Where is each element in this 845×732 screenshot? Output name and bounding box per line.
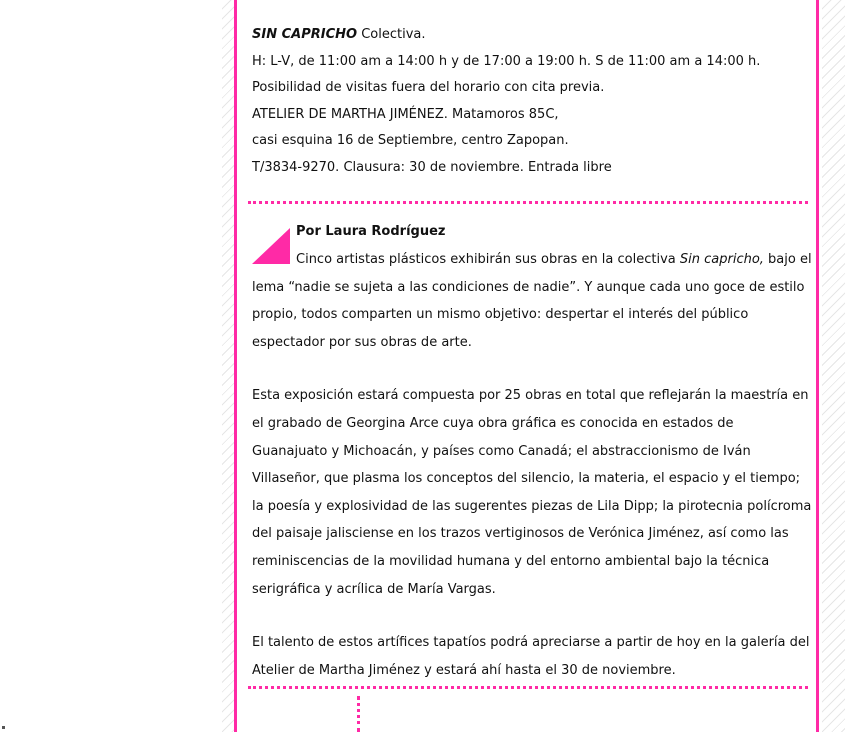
event-title-line [252,22,812,49]
event-title: SIN CAPRICHO [252,27,358,42]
article-body [252,246,812,710]
event-title-suffix: Colectiva. [357,27,426,42]
article-paragraph-2: Esta exposición estará compuesta por 25 obras en total que reflejarán la maestría en el grabado de Georgina Arce cuya obra gráfica es conocida en estados de Guanajuato y Michoacán, y países como Canadá; el abstraccionismo de Iván Villaseñor, que plasma los conceptos del silencio, la materia, el espacio y el tiempo; la poesía y explosividad de las sugerentes piezas de Lila Dipp; la pirotecnia polícroma del paisaje jalisciense en los trazos vertiginosos de Verónica Jiménez, así como las reminiscencias de la movilidad humana y del entorno ambiental bajo la técnica serigráfica y acrílica de María Vargas. [252,388,812,597]
left-hatch-pattern [222,0,234,732]
event-info-block [252,22,812,181]
event-contact: T/3834-9270. Clausura: 30 de noviembre. Entrada libre [252,159,612,175]
vertical-dotted-line [357,696,360,732]
work-title: Sin capricho, [679,252,764,267]
dotted-divider-top [248,201,808,204]
right-frame-border [816,0,819,732]
event-venue: ATELIER DE MARTHA JIMÉNEZ. Matamoros 85C, [252,106,559,122]
event-address: casi esquina 16 de Septiembre, centro Zapopan. [252,133,569,148]
left-frame-border [234,0,237,732]
article-author: Por Laura Rodríguez [296,224,446,239]
article-paragraph-3: El talento de estos artífices tapatíos podrá apreciarse a partir de hoy en la galería del Atelier de Martha Jiménez y estará ahí hasta el 30 de noviembre. [252,635,810,678]
dotted-divider-bottom [248,686,808,689]
event-visits: Posibilidad de visitas fuera del horario con cita previa. [252,80,605,95]
event-hours: H: L-V, de 11:00 am a 14:00 h y de 17:00 a 19:00 h. S de 11:00 am a 14:00 h. [252,53,761,69]
right-hatch-pattern [822,0,845,732]
article-paragraph-1: Cinco artistas plásticos exhibirán sus obras en la colectiva Sin capricho, bajo el lema “nadie se sujeta a las condiciones de nadie”. Y aunque cada uno goce de estilo propio, todos comparten un mismo objetivo: despertar el interés del público espectador por sus obras de arte. [252,252,812,350]
stray-dot [2,726,5,729]
